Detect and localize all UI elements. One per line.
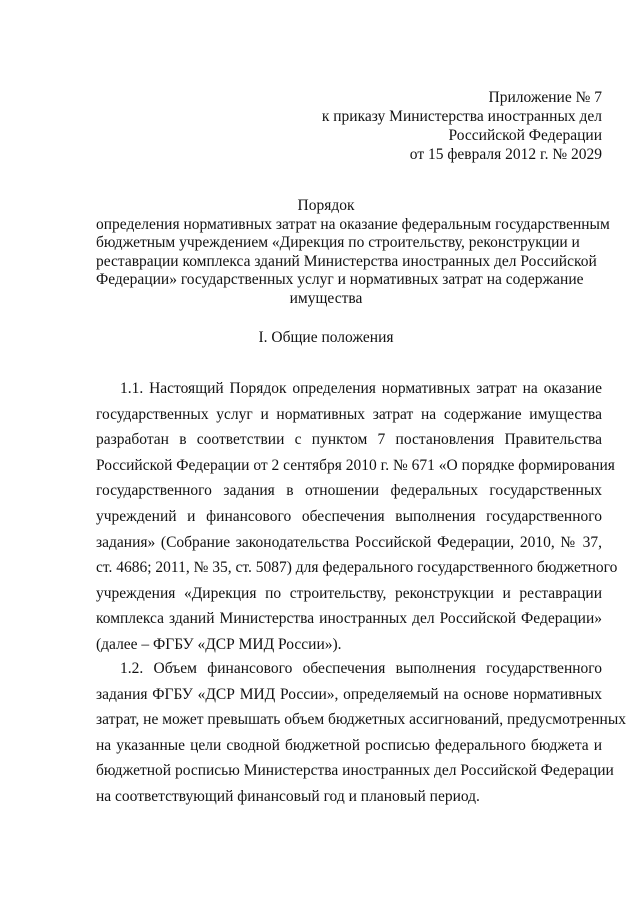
appendix-country: Российской Федерации: [448, 127, 602, 144]
title-line: бюджетным учреждением «Дирекция по строительству, реконструкции и: [96, 234, 580, 251]
title-line: реставрации комплекса зданий Министерства иностранных дел Российской: [96, 252, 597, 270]
section-heading: I. Общие положения: [258, 329, 394, 346]
title-line: Федерации» государственных услуг и нормативных затрат на содержание: [96, 271, 584, 288]
appendix-order-ref: к приказу Министерства иностранных дел: [321, 108, 602, 125]
text-line: на соответствующий финансовый год и плановый период.: [96, 787, 480, 805]
text-line: (далее – ФГБУ «ДСР МИД России»).: [96, 635, 342, 653]
text-line: на указанные цели сводной бюджетной росписью федерального бюджета и: [96, 736, 602, 754]
text-line: 1.1. Настоящий Порядок определения нормативных затрат на оказание: [120, 380, 602, 397]
paragraph-1-2: [96, 656, 626, 810]
title-line: имущества: [289, 289, 363, 307]
text-line: разработан в соответствии с пунктом 7 постановления Правительства: [96, 431, 602, 449]
text-line: бюджетной росписью Министерства иностранных дел Российской Федерации: [96, 762, 614, 780]
appendix-number: Приложение № 7: [488, 89, 602, 106]
text-line: учреждений и финансового обеспечения выполнения государственного: [96, 507, 602, 525]
text-line: 1.2. Объем финансового обеспечения выполнения государственного: [120, 660, 602, 677]
text-line: ст. 4686; 2011, № 35, ст. 5087) для федерального государственного бюджетного: [96, 559, 618, 577]
text-line: Российской Федерации от 2 сентября 2010 г. № 671 «О порядке формирования: [96, 456, 615, 474]
text-line: комплекса зданий Министерства иностранных дел Российской Федерации»: [96, 610, 602, 628]
text-line: задания ФГБУ «ДСР МИД России», определяемый на основе нормативных: [96, 685, 602, 703]
text-line: государственных услуг и нормативных затрат на содержание имущества: [96, 405, 602, 423]
paragraph-1-1: [96, 376, 618, 658]
document-title: [96, 197, 610, 308]
text-line: государственного задания в отношении федеральных государственных: [96, 482, 602, 500]
text-line: задания» (Собрание законодательства Российской Федерации, 2010, № 37,: [96, 533, 602, 551]
text-line: затрат, не может превышать объем бюджетных ассигнований, предусмотренных: [96, 711, 626, 729]
text-line: учреждения «Дирекция по строительству, реконструкции и реставрации: [96, 584, 602, 602]
appendix-header: [262, 88, 602, 164]
title-line: Порядок: [297, 197, 355, 214]
appendix-date: от 15 февраля 2012 г. № 2029: [409, 146, 602, 163]
title-line: определения нормативных затрат на оказание федеральным государственным: [96, 215, 610, 233]
